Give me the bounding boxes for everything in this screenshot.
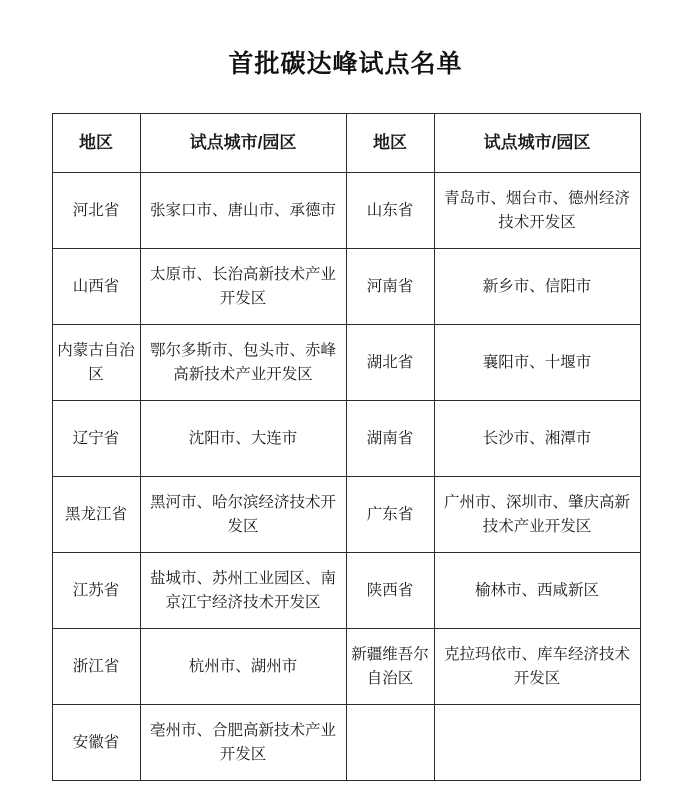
table-row xyxy=(52,325,640,401)
cell-cities: 克拉玛依市、库车经济技术开发区 xyxy=(434,629,640,705)
cell-cities: 沈阳市、大连市 xyxy=(140,401,346,477)
cell-cities: 新乡市、信阳市 xyxy=(434,249,640,325)
table-header-row xyxy=(52,114,640,173)
cell-cities: 襄阳市、十堰市 xyxy=(434,325,640,401)
cell-region: 江苏省 xyxy=(52,553,140,629)
cell-cities: 太原市、长治高新技术产业开发区 xyxy=(140,249,346,325)
cell-region: 辽宁省 xyxy=(52,401,140,477)
column-header-cities-left: 试点城市/园区 xyxy=(140,114,346,173)
cell-region: 湖南省 xyxy=(346,401,434,477)
cell-region: 河南省 xyxy=(346,249,434,325)
pilot-list-table xyxy=(52,113,641,781)
cell-region: 山西省 xyxy=(52,249,140,325)
cell-region: 浙江省 xyxy=(52,629,140,705)
cell-cities: 榆林市、西咸新区 xyxy=(434,553,640,629)
cell-region: 河北省 xyxy=(52,173,140,249)
cell-cities: 鄂尔多斯市、包头市、赤峰高新技术产业开发区 xyxy=(140,325,346,401)
cell-region: 安徽省 xyxy=(52,705,140,781)
table-row xyxy=(52,477,640,553)
cell-cities: 长沙市、湘潭市 xyxy=(434,401,640,477)
table-body xyxy=(52,173,640,781)
table-row xyxy=(52,705,640,781)
cell-cities: 青岛市、烟台市、德州经济技术开发区 xyxy=(434,173,640,249)
cell-region: 陕西省 xyxy=(346,553,434,629)
cell-region: 内蒙古自治区 xyxy=(52,325,140,401)
cell-region: 新疆维吾尔自治区 xyxy=(346,629,434,705)
table-header xyxy=(52,114,640,173)
cell-cities: 杭州市、湖州市 xyxy=(140,629,346,705)
table-row xyxy=(52,249,640,325)
table-row xyxy=(52,173,640,249)
column-header-region-left: 地区 xyxy=(52,114,140,173)
cell-region: 广东省 xyxy=(346,477,434,553)
cell-empty xyxy=(434,705,640,781)
cell-cities: 黑河市、哈尔滨经济技术开发区 xyxy=(140,477,346,553)
cell-cities: 广州市、深圳市、肇庆高新技术产业开发区 xyxy=(434,477,640,553)
table-row xyxy=(52,629,640,705)
table-row xyxy=(52,553,640,629)
cell-region: 山东省 xyxy=(346,173,434,249)
page-title: 首批碳达峰试点名单 xyxy=(228,50,463,78)
table-row xyxy=(52,401,640,477)
cell-region: 湖北省 xyxy=(346,325,434,401)
cell-empty xyxy=(346,705,434,781)
table-container xyxy=(52,113,640,781)
cell-cities: 张家口市、唐山市、承德市 xyxy=(140,173,346,249)
column-header-cities-right: 试点城市/园区 xyxy=(434,114,640,173)
column-header-region-right: 地区 xyxy=(346,114,434,173)
cell-region: 黑龙江省 xyxy=(52,477,140,553)
cell-cities: 亳州市、合肥高新技术产业开发区 xyxy=(140,705,346,781)
cell-cities: 盐城市、苏州工业园区、南京江宁经济技术开发区 xyxy=(140,553,346,629)
